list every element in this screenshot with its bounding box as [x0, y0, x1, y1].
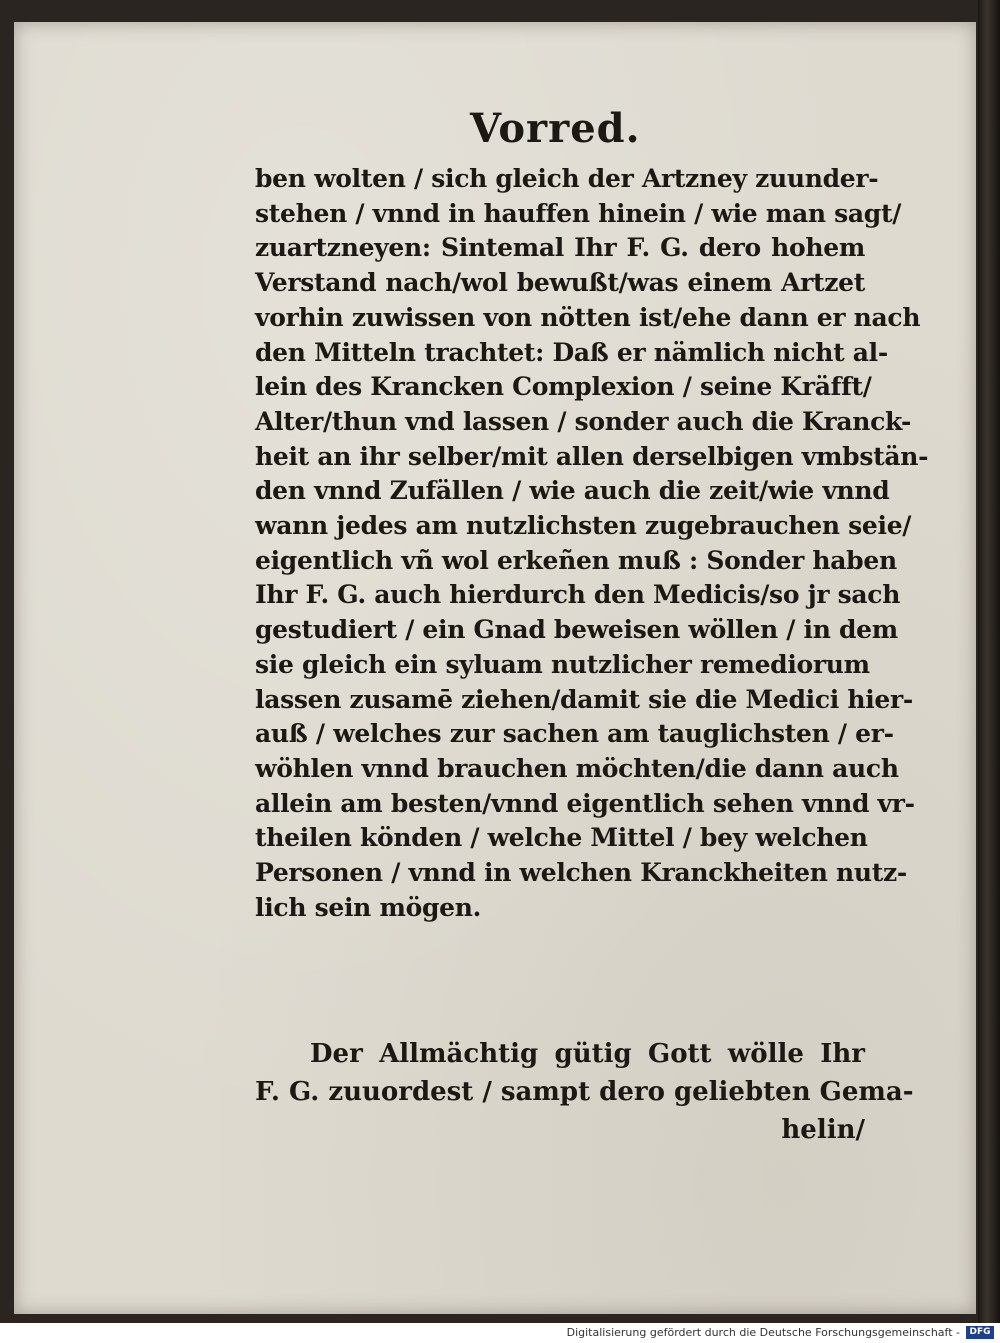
text-line: lein des Krancken Complexion / seine Kräfft/	[255, 372, 872, 402]
text-line: Verstand nach/wol bewußt/was einem Artzet	[255, 268, 865, 298]
text-line: auß / welches zur sachen am tauglichsten / er-	[255, 719, 894, 749]
catchword: helin/	[781, 1115, 865, 1145]
funding-credit: Digitalisierung gefördert durch die Deutsche Forschungsgemeinschaft -	[566, 1326, 960, 1339]
text-line: heit an ihr selber/mit allen derselbigen vmbstän-	[255, 441, 929, 471]
running-head: Vorred.	[470, 105, 641, 152]
text-line: F. G. zuuordest / sampt dero geliebten Gema-	[255, 1077, 914, 1107]
text-line: zuartzneyen: Sintemal Ihr F. G. dero hohem	[255, 233, 865, 263]
dfg-logo: DFG	[966, 1326, 994, 1339]
text-line: sie gleich ein syluam nutzlicher remediorum	[255, 649, 870, 679]
text-line: Ihr F. G. auch hierdurch den Medicis/so jr sach	[255, 580, 901, 610]
text-line: lassen zusamē ziehen/damit sie die Medici hier-	[255, 684, 913, 714]
text-line: lich sein mögen.	[255, 892, 482, 922]
text-line: allein am besten/vnnd eigentlich sehen vnnd vr-	[255, 788, 915, 818]
text-line: theilen könden / welche Mittel / bey welchen	[255, 823, 868, 853]
text-line: Alter/thun vnd lassen / sonder auch die Kranck-	[255, 406, 912, 436]
text-line: wöhlen vnnd brauchen möchten/die dann auch	[255, 753, 899, 783]
text-line: den Mitteln trachtet: Daß er nämlich nicht al-	[255, 337, 888, 367]
book-binding	[978, 0, 1000, 1323]
text-line: den vnnd Zufällen / wie auch die zeit/wie vnnd	[255, 476, 890, 506]
closing-paragraph	[255, 1035, 914, 1149]
text-line: Der Allmächtig gütig Gott wölle Ihr	[310, 1039, 865, 1069]
text-line: Personen / vnnd in welchen Kranckheiten nutz-	[255, 858, 908, 888]
text-line: ben wolten / sich gleich der Artzney zuunder-	[255, 164, 879, 193]
text-line: wann jedes am nutzlichsten zugebrauchen seie/	[255, 511, 912, 541]
text-line: gestudiert / ein Gnad beweisen wöllen / in dem	[255, 615, 898, 645]
text-line: stehen / vnnd in hauffen hinein / wie man sagt/	[255, 198, 902, 228]
footer-bar	[0, 1323, 1000, 1343]
text-line: vorhin zuwissen von nötten ist/ehe dann er nach	[255, 302, 921, 332]
body-text	[255, 162, 929, 925]
text-line: eigentlich vñ wol erkeñen muß : Sonder haben	[255, 545, 897, 575]
